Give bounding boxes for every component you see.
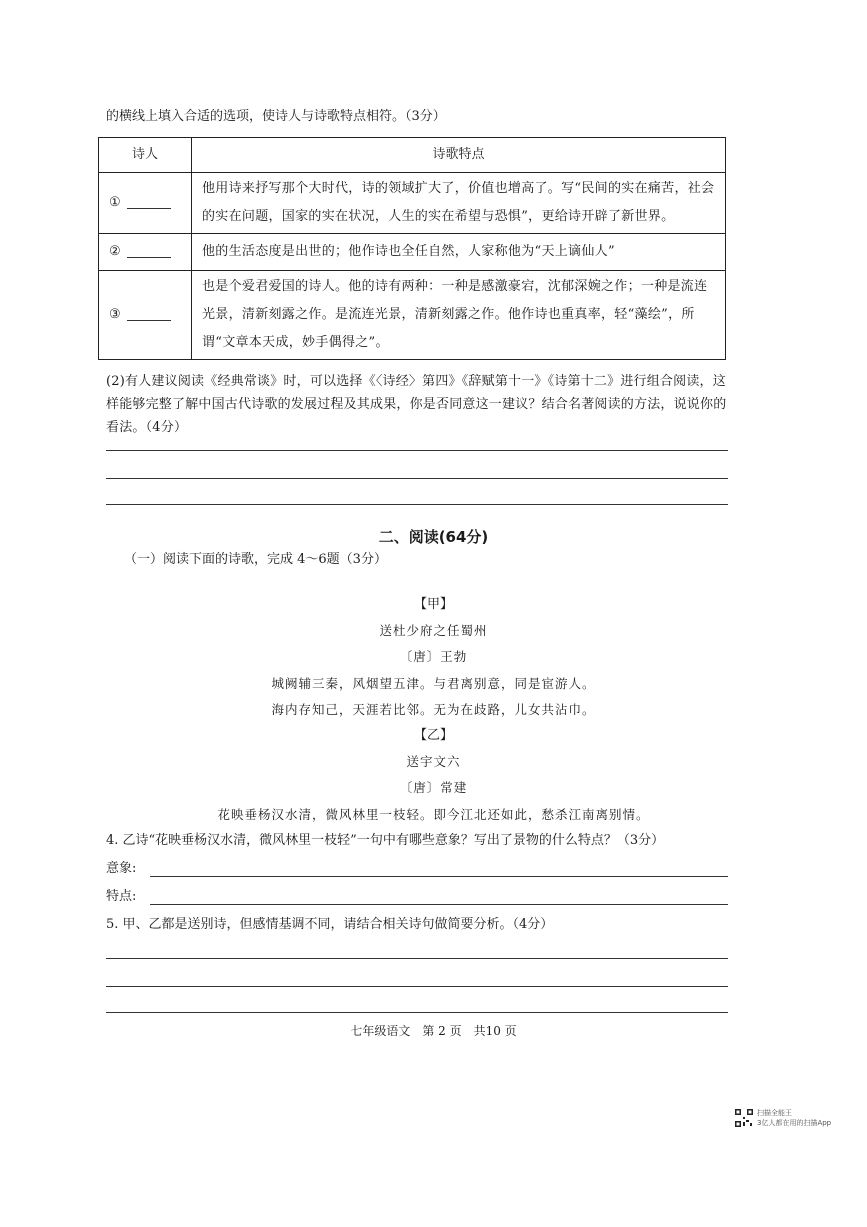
row-num: ③ [109, 307, 121, 322]
poem-jia-title: 送杜少府之任蜀州 [379, 623, 488, 638]
q4-label-imagery: 意象: [106, 861, 137, 876]
poem-yi-line: 花映垂杨汉水清，微风林里一枝轻。即今江北还如此，愁杀江南离别情。 [217, 807, 650, 822]
row-num-cell[interactable] [99, 173, 192, 234]
row-num: ② [109, 244, 121, 259]
instruction-text: 的横线上填入合适的选项，使诗人与诗歌特点相符。（3分） [106, 109, 446, 124]
table-header-row [99, 138, 726, 173]
page-footer: 七年级语文 第 2 页 共10 页 [350, 1024, 517, 1038]
header-feature: 诗歌特点 [192, 138, 726, 173]
answer-line[interactable] [106, 478, 728, 479]
section-title: 二、阅读(64分) [378, 528, 489, 546]
subsection-title: （一）阅读下面的诗歌，完成 4～6题（3分） [124, 552, 387, 567]
poet-table [98, 137, 726, 360]
question-4-text: 4. 乙诗“花映垂杨汉水清，微风林里一枝轻”一句中有哪些意象？写出了景物的什么特点？（3分） [106, 833, 665, 848]
poem-yi-tag: 【乙】 [413, 728, 453, 743]
row-num-cell[interactable] [99, 271, 192, 360]
scanner-watermark: 扫描全能王 3亿人都在用的扫描App [757, 1109, 832, 1127]
q4-label-feature: 特点: [106, 889, 137, 904]
poem-jia-tag: 【甲】 [413, 597, 453, 612]
question-2-text: (2)有人建议阅读《经典常谈》时，可以选择《〈诗经〉第四》《辞赋第十一》《诗第十二》进行组合阅读，这样能够完整了解中国古代诗歌的发展过程及其成果，你是否同意这一建议？结合名著阅读的方法，说说你的看法。（4分） [106, 374, 727, 435]
table-row [99, 271, 726, 360]
row-num: ① [109, 195, 121, 210]
answer-line[interactable] [106, 986, 728, 987]
poem-jia-author: 〔唐〕王勃 [399, 649, 468, 664]
table-row [99, 173, 726, 234]
answer-line[interactable] [106, 1012, 728, 1013]
answer-line[interactable] [106, 504, 728, 505]
feature-cell: 他的生活态度是出世的；他作诗也全任自然，人家称他为“天上谪仙人” [192, 234, 726, 271]
answer-line[interactable] [150, 904, 728, 905]
answer-line[interactable] [106, 450, 728, 451]
poem-jia-line: 城阙辅三秦，风烟望五津。与君离别意，同是宦游人。 [271, 676, 596, 691]
poem-yi-author: 〔唐〕常建 [399, 780, 468, 795]
poem-jia-line: 海内存知己，天涯若比邻。无为在歧路，儿女共沾巾。 [271, 702, 596, 717]
poem-yi-title: 送宇文六 [406, 754, 461, 769]
answer-blank[interactable] [127, 196, 171, 209]
answer-blank[interactable] [127, 308, 171, 321]
feature-cell: 他用诗来抒写那个大时代，诗的领域扩大了，价值也增高了。写“民间的实在痛苦，社会的实在问题，国家的实在状况，人生的实在希望与恐惧”，更给诗开辟了新世界。 [192, 173, 726, 234]
row-num-cell[interactable] [99, 234, 192, 271]
feature-cell: 也是个爱君爱国的诗人。他的诗有两种：一种是感激豪宕，沈郁深婉之作；一种是流连光景，清新刻露之作。是流连光景，清新刻露之作。他作诗也重真率，轻“藻绘”，所谓“文章本天成，妙手偶得之”。 [192, 271, 726, 360]
header-poet: 诗人 [99, 138, 192, 173]
question-5-text: 5. 甲、乙都是送别诗，但感情基调不同，请结合相关诗句做简要分析。（4分） [106, 917, 554, 932]
answer-blank[interactable] [127, 245, 171, 258]
qr-code-icon [734, 1108, 754, 1128]
answer-line[interactable] [150, 876, 728, 877]
answer-line[interactable] [106, 958, 728, 959]
table-row [99, 234, 726, 271]
